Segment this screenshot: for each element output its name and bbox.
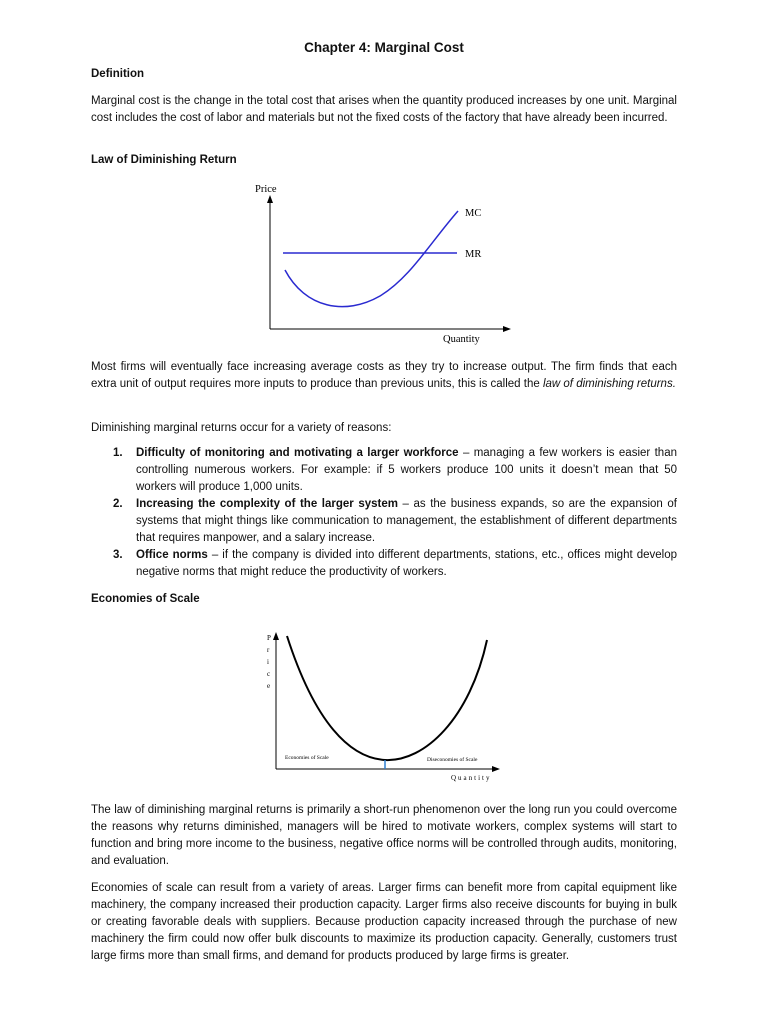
chart2-ylabel xyxy=(267,634,271,690)
chart2-x-arrow xyxy=(492,766,500,772)
chart2-y-arrow xyxy=(273,632,279,640)
chart2-ylabel-letter: r xyxy=(267,646,270,654)
mc-label: MC xyxy=(465,208,482,219)
reasons-list xyxy=(91,445,677,581)
reason-number: 2. xyxy=(113,498,123,510)
law-paragraph-text: Most firms will eventually face increasing average costs as they try to increase output. The firm finds that each extra unit of output requires more inputs to produce than previous units, this is called the xyxy=(91,361,677,390)
reason-title: Difficulty of monitoring and motivating a larger workforce xyxy=(136,447,459,459)
law-paragraph-italic: law of diminishing returns. xyxy=(542,378,676,390)
chart1-xlabel: Quantity xyxy=(443,334,480,345)
chart2-ylabel-letter: i xyxy=(267,658,269,666)
chart1-x-arrow xyxy=(503,326,511,332)
reason-number: 1. xyxy=(113,447,123,459)
reason-title: Office norms xyxy=(136,549,208,561)
reason-text: – as the business expands, so are the expansion of systems that might things like communication to management, the establishment of different departments that requires manpower, and a salary increase. xyxy=(136,498,677,544)
reason-text: – managing a few workers is easier than controlling numerous workers. For example: if 5 workers produce 100 units it doesn’t mean that 50 workers will produce 1,000 units. xyxy=(136,447,677,493)
mr-label: MR xyxy=(465,249,482,260)
page-title: Chapter 4: Marginal Cost xyxy=(304,40,464,55)
economies-label: Economies of Scale xyxy=(285,755,329,761)
chart1-ylabel: Price xyxy=(255,184,277,195)
mc-mr-chart xyxy=(250,178,520,346)
definition-heading: Definition xyxy=(91,68,145,80)
chart2-ylabel-letter: P xyxy=(267,634,271,642)
law-heading: Law of Diminishing Return xyxy=(91,154,237,166)
reason-item xyxy=(91,547,677,581)
chart2-ylabel-letter: c xyxy=(267,670,271,678)
reason-item xyxy=(91,496,677,547)
reason-number: 3. xyxy=(113,549,123,561)
chart2-ylabel-text xyxy=(267,634,271,690)
reason-item xyxy=(91,445,677,496)
lrac-curve xyxy=(287,636,487,760)
definition-paragraph: Marginal cost is the change in the total cost that arises when the quantity produced increases by one unit. Marginal cost includes the cost of labor and materials but not the fixed costs of the factory that have already been incurred. xyxy=(91,95,677,124)
economies-paragraph-2: Economies of scale can result from a variety of areas. Larger firms can benefit more from capital equipment like machinery, the company increased their production capacity. Larger firms also receive discounts for buying in bulk or creating favorable deals with suppliers. Because production capacity increased through the purchase of new machinery the firm could now offer bulk discounts to maximize its production capacity. Generally, customers trust large firms more than small firms, and demand for products produced by large firms is greater. xyxy=(91,882,677,962)
reasons-intro: Diminishing marginal returns occur for a variety of reasons: xyxy=(91,422,392,434)
mc-curve xyxy=(285,211,458,307)
chart1-y-arrow xyxy=(267,195,273,203)
economies-heading: Economies of Scale xyxy=(91,593,200,605)
economies-chart xyxy=(255,628,510,784)
chart2-xlabel: Quantity xyxy=(451,774,492,782)
chart2-ylabel-letter: e xyxy=(267,682,271,690)
economies-paragraph-1: The law of diminishing marginal returns is primarily a short-run phenomenon over the long run you could overcome the reasons why returns diminished, managers will be hired to motivate workers, complex systems will start to function and bring more income to the business, negative office norms will be controlled through audits, monitoring, and evaluation. xyxy=(91,804,677,867)
reason-title: Increasing the complexity of the larger system xyxy=(136,498,398,510)
diseconomies-label: Diseconomies of Scale xyxy=(427,757,478,763)
reason-text: – if the company is divided into different departments, stations, etc., offices might develop negative norms that might reduce the productivity of workers. xyxy=(136,549,677,578)
law-paragraph xyxy=(91,359,677,393)
